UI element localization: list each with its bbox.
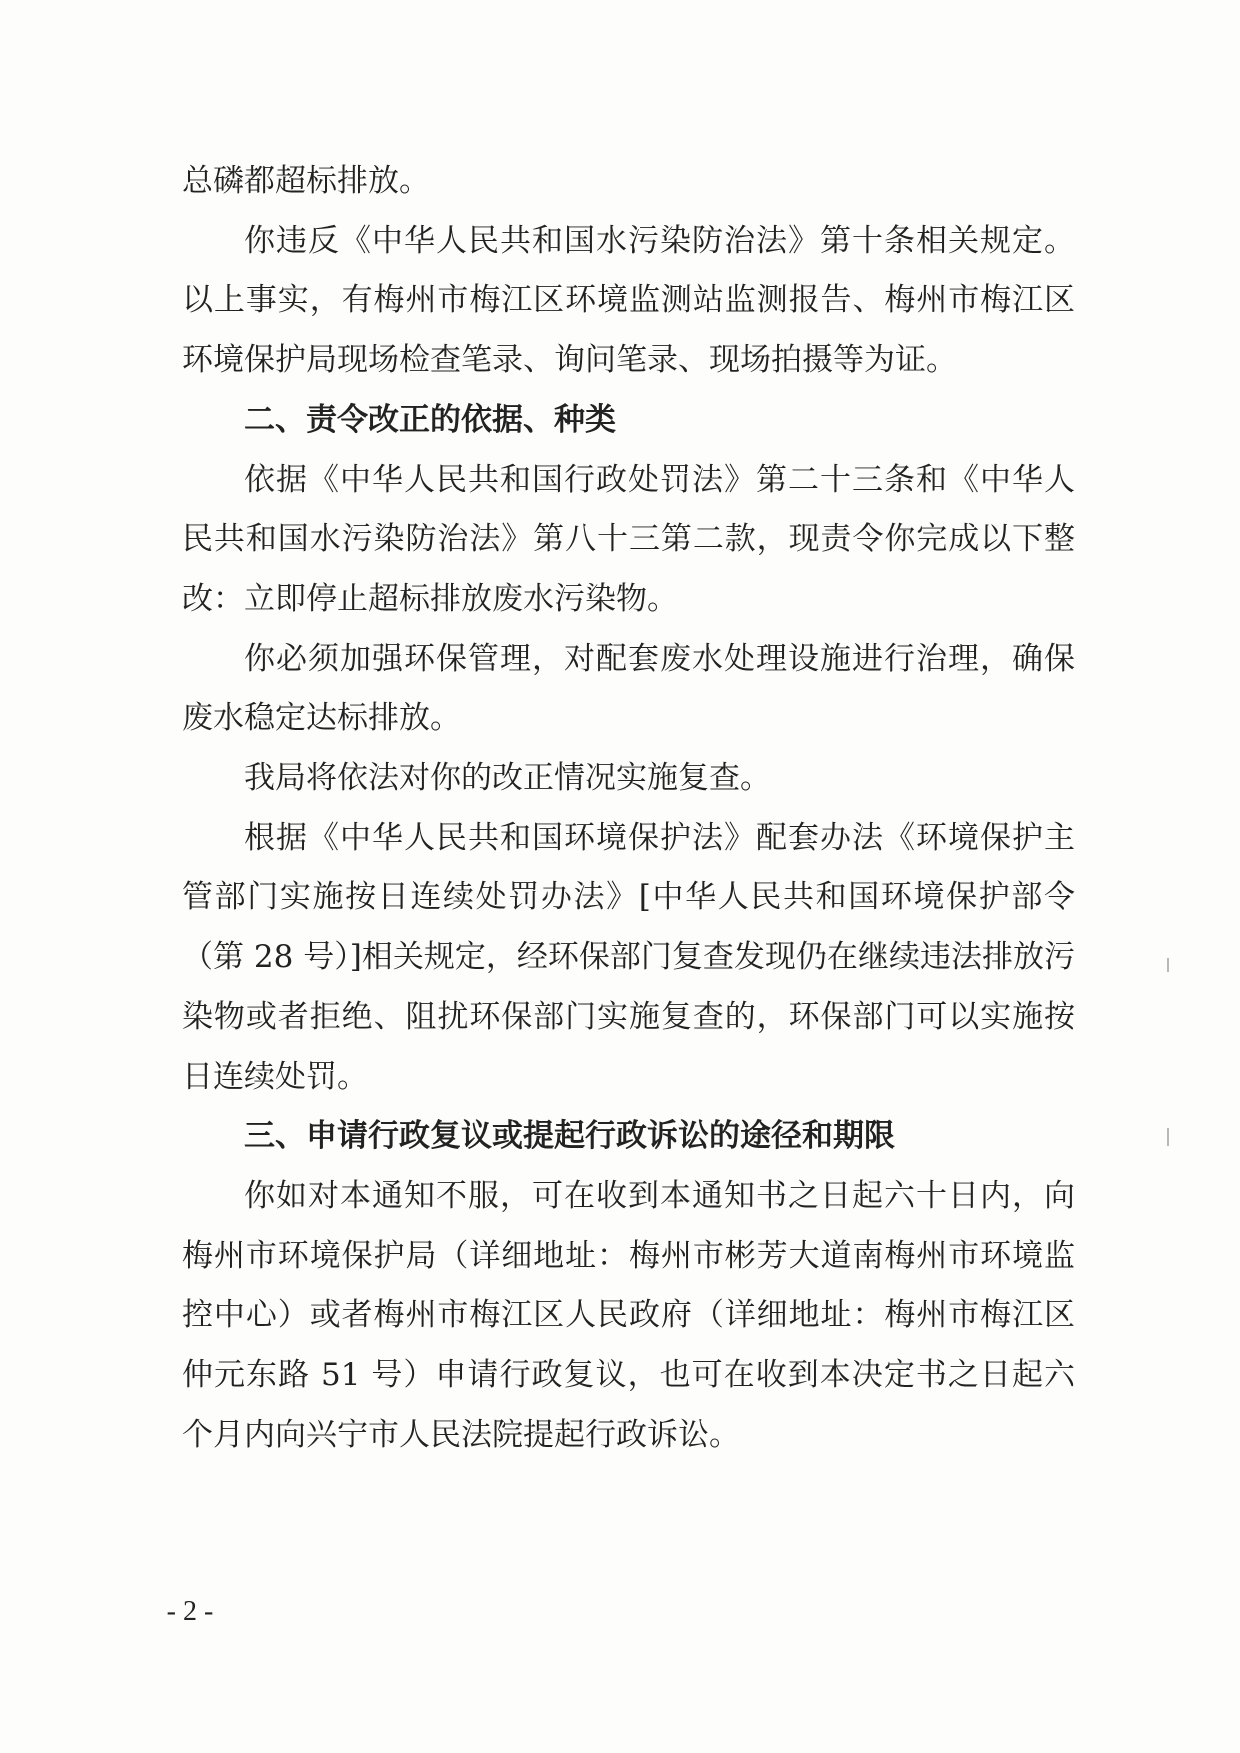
paragraph-daily-penalty: 根据《中华人民共和国环境保护法》配套办法《环境保护主管部门实施按日连续处罚办法》[中华人民共和国环境保护部令（第 28 号）]相关规定，经环保部门复查发现仍在继续违法排放污染物或者拒绝、阻扰环保部门实施复查的，环保部门可以实施按日连续处罚。	[182, 819, 1075, 1095]
scan-edge-mark	[1167, 958, 1169, 972]
section-heading-appeal-routes: 三、申请行政复议或提起行政诉讼的途径和期限	[244, 1118, 895, 1155]
paragraph-recheck-notice: 我局将依法对你的改正情况实施复查。	[244, 760, 771, 797]
paragraph-appeal-details: 你如对本通知不服，可在收到本通知书之日起六十日内，向梅州市环境保护局（详细地址：梅州市彬芳大道南梅州市环境监控中心）或者梅州市梅江区人民政府（详细地址：梅州市梅江区仲元东路 51 号）申请行政复议，也可在收到本决定书之日起六个月内向兴宁市人民法院提起行政诉讼。	[182, 1177, 1075, 1453]
scan-edge-mark	[1167, 1128, 1169, 1146]
paragraph-management-requirement: 你必须加强环保管理，对配套废水处理设施进行治理，确保废水稳定达标排放。	[182, 640, 1075, 737]
page-number: - 2 -	[166, 1596, 214, 1627]
paragraph-correction-order: 依据《中华人民共和国行政处罚法》第二十三条和《中华人民共和国水污染防治法》第八十三第二款，现责令你完成以下整改：立即停止超标排放废水污染物。	[182, 461, 1075, 617]
document-body	[182, 152, 1075, 1465]
section-heading-correction-basis: 二、责令改正的依据、种类	[244, 401, 616, 438]
paragraph-violation-facts: 你违反《中华人民共和国水污染防治法》第十条相关规定。以上事实，有梅州市梅江区环境监测站监测报告、梅州市梅江区环境保护局现场检查笔录、询问笔录、现场拍摄等为证。	[182, 222, 1075, 379]
paragraph-continuation: 总磷都超标排放。	[182, 163, 430, 199]
